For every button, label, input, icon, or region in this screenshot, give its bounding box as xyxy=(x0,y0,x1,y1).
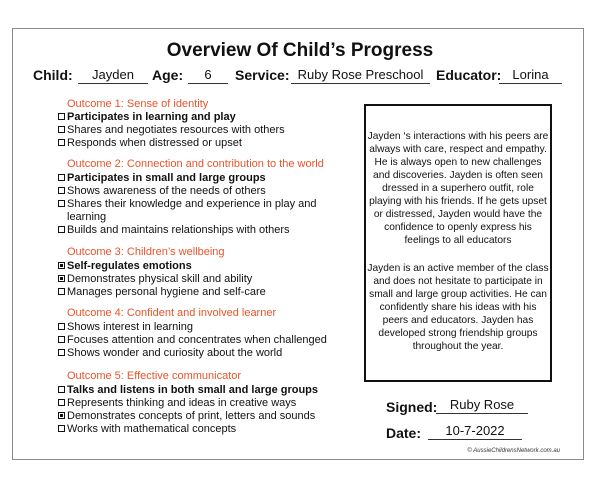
signed-label: Signed: xyxy=(386,399,438,415)
checkbox[interactable] xyxy=(58,139,65,146)
child-label: Child: xyxy=(33,67,73,83)
educator-field[interactable]: Lorina xyxy=(499,67,562,84)
observation-paragraph-1: Jayden ‘s interactions with his peers are always with care, respect and empathy. He is always open to new challenges and discoveries. Jayden is often seen dressed in a superhero outfit, role playing with his friends. If he gets upset or distressed, Jayden would have the confidence to openly express his feelings to all educators xyxy=(367,131,549,246)
outcome-5-heading: Outcome 5: Effective communicator xyxy=(67,370,242,382)
signed-field[interactable]: Ruby Rose xyxy=(436,397,528,414)
checkbox[interactable] xyxy=(58,349,65,356)
checkbox[interactable] xyxy=(58,126,65,133)
checkbox[interactable] xyxy=(58,174,65,181)
date-label: Date: xyxy=(386,425,422,441)
outcome-1-heading: Outcome 1: Sense of identity xyxy=(67,98,209,110)
outcome-3-heading: Outcome 3: Children’s wellbeing xyxy=(67,246,225,258)
checkbox[interactable] xyxy=(58,386,65,393)
age-field[interactable]: 6 xyxy=(188,67,228,84)
checkbox[interactable] xyxy=(58,113,65,120)
copyright-footer: © AussieChildrensNetwork.com.au xyxy=(467,448,560,454)
date-field[interactable]: 10-7-2022 xyxy=(428,423,522,440)
checkbox[interactable] xyxy=(58,425,65,432)
observation-paragraph-2: Jayden is an active member of the class and does not hesitate to participate in small and large group activities. He can confidently share his ideas with his peers and educators. Jayden has developed strong friendship groups throughout the year. xyxy=(367,263,549,352)
outcome-2-heading: Outcome 2: Connection and contribution to the world xyxy=(67,158,324,170)
checkbox[interactable] xyxy=(58,226,65,233)
checkbox[interactable] xyxy=(58,200,65,207)
educator-label: Educator: xyxy=(436,67,502,83)
age-label: Age: xyxy=(152,67,184,83)
checkbox[interactable] xyxy=(58,323,65,330)
checkbox[interactable] xyxy=(58,399,65,406)
service-field[interactable]: Ruby Rose Preschool xyxy=(291,67,430,84)
outcome-4-heading: Outcome 4: Confident and involved learner xyxy=(67,307,277,319)
checkbox[interactable] xyxy=(58,336,65,343)
child-field[interactable]: Jayden xyxy=(78,67,148,84)
checkbox[interactable] xyxy=(58,288,65,295)
checkbox-checked[interactable] xyxy=(58,275,65,282)
page-title: Overview Of Child’s Progress xyxy=(166,40,434,61)
checkbox-checked[interactable] xyxy=(58,262,65,269)
service-label: Service: xyxy=(235,67,290,83)
checkbox[interactable] xyxy=(58,187,65,194)
checkbox-checked[interactable] xyxy=(58,412,65,419)
